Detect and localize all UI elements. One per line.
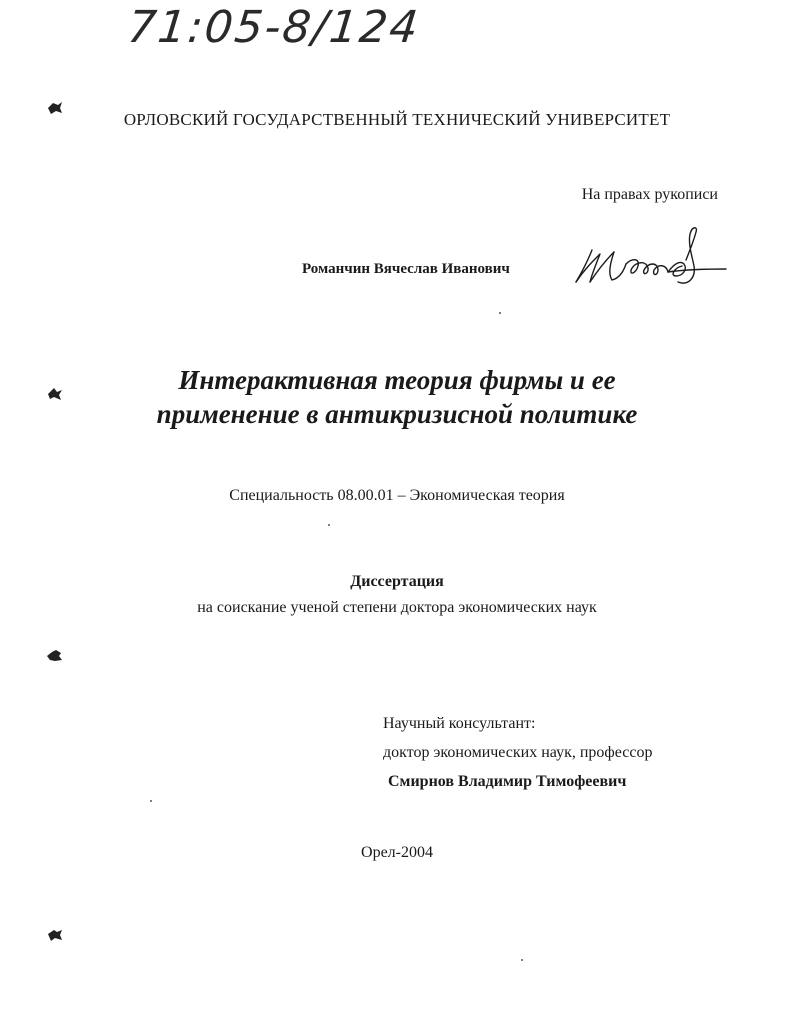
consultant-name: Смирнов Владимир Тимофеевич: [388, 773, 627, 790]
archive-code: 71:05-8/124: [125, 2, 423, 53]
dissertation-title: [0, 363, 794, 431]
punch-hole-mark: [46, 928, 64, 942]
title-line-2: применение в антикризисной политике: [156, 399, 638, 429]
scan-speck: [499, 312, 501, 314]
consultant-label: Научный консультант:: [383, 715, 536, 732]
punch-hole-mark: [46, 649, 64, 663]
degree-sought: на соискание ученой степени доктора экономических наук: [197, 599, 597, 616]
scan-speck: [150, 800, 152, 802]
manuscript-note: На правах рукописи: [581, 186, 718, 203]
signature-image: [570, 220, 730, 300]
consultant-credentials: доктор экономических наук, профессор: [383, 744, 653, 761]
scan-speck: [328, 524, 330, 526]
author-name: Романчин Вячеслав Иванович: [302, 261, 510, 277]
title-line-1: Интерактивная теория фирмы и ее: [178, 365, 616, 395]
document-type: Диссертация: [350, 573, 444, 590]
specialty: Специальность 08.00.01 – Экономическая теория: [229, 487, 565, 504]
scan-speck: [521, 959, 523, 961]
city-year: Орел-2004: [361, 844, 433, 861]
university-name: ОРЛОВСКИЙ ГОСУДАРСТВЕННЫЙ ТЕХНИЧЕСКИЙ УНИВЕРСИТЕТ: [123, 110, 671, 129]
